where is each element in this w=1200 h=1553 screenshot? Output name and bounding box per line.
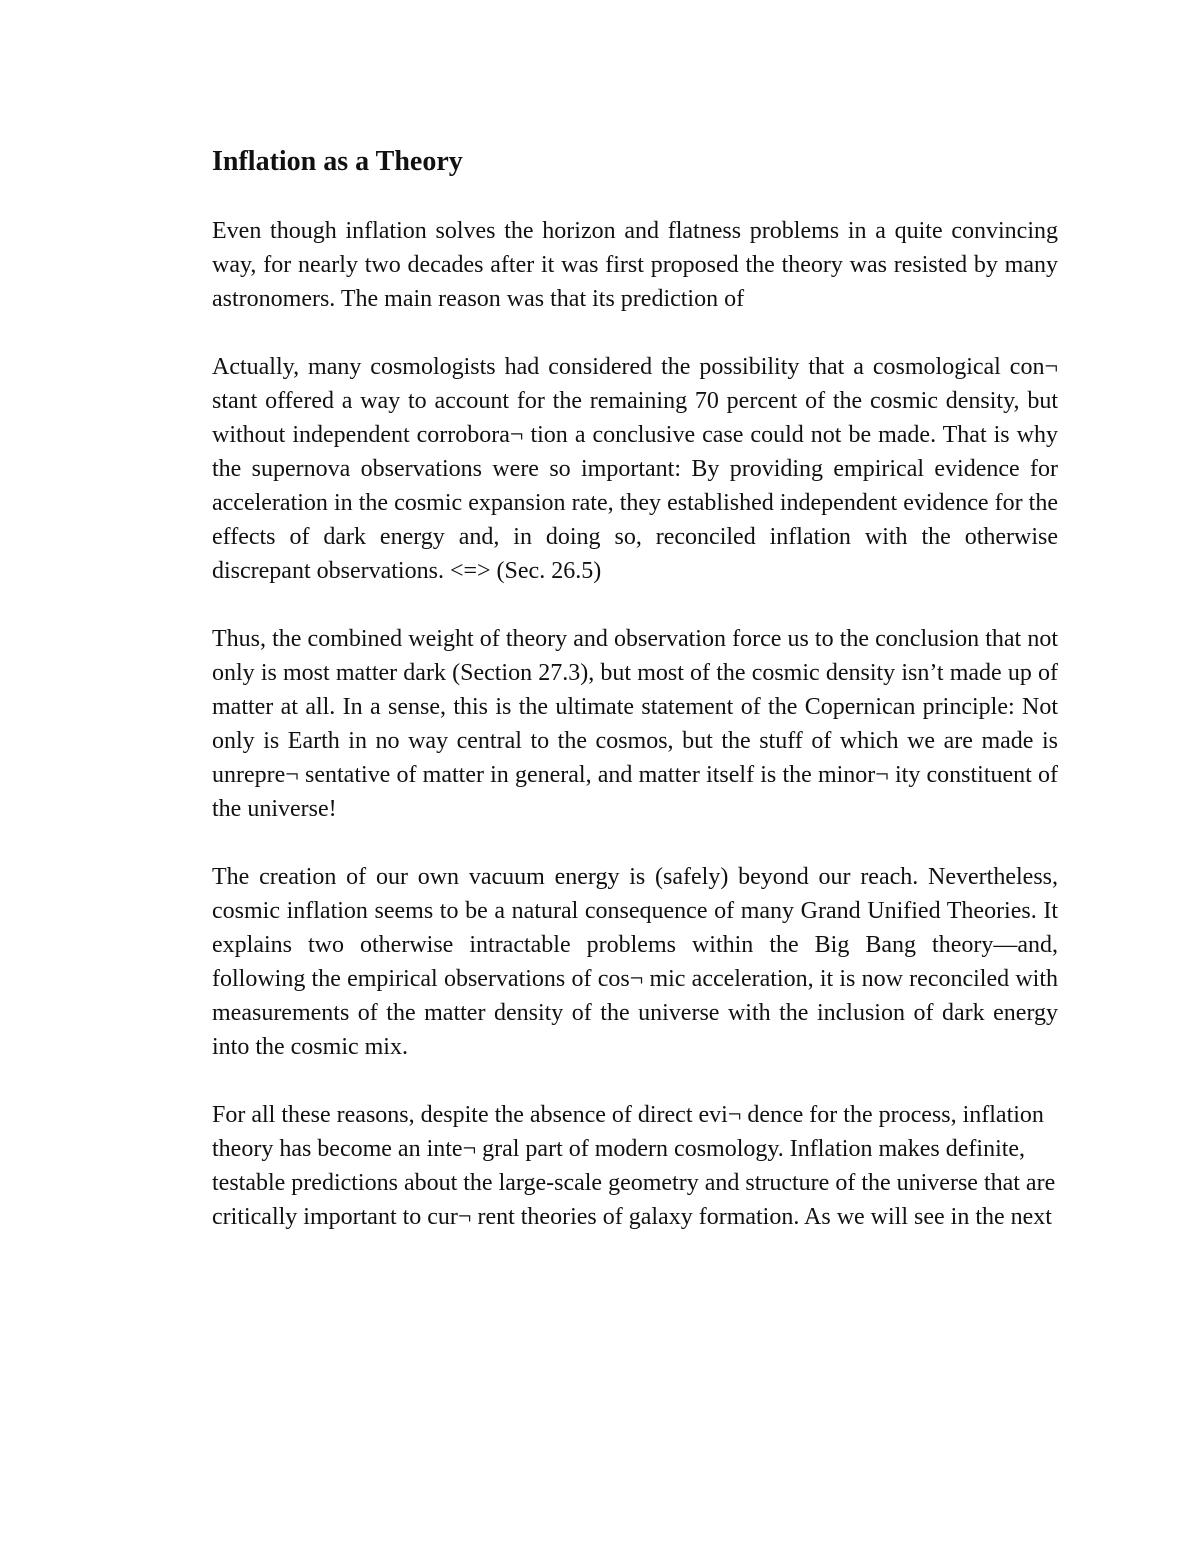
paragraph-5: For all these reasons, despite the absence of direct evi¬ dence for the process, inflation theory has become an inte¬ gral part of modern cosmology. Inflation makes definite, testable predictions about the large-scale geometry and structure of the universe that are critically important to cur¬ rent theories of galaxy formation. As we will see in the next (212, 1102, 1056, 1230)
paragraph-3: Thus, the combined weight of theory and observation force us to the conclusion that not only is most matter dark (Section 27.3), but most of the cosmic density isn’t made up of matter at all. In a sense, this is the ultimate statement of the Copernican principle: Not only is Earth in no way central to the cosmos, but the stuff of which we are made is unrepre¬ sentative of matter in general, and matter itself is the minor¬ ity constituent of the universe! (212, 626, 1058, 822)
paragraph-4: The creation of our own vacuum energy is (safely) beyond our reach. Nevertheless, cosmic inflation seems to be a natural consequence of many Grand Unified Theories. It explains two otherwise intractable problems within the Big Bang theory—and, following the empirical observations of cos¬ mic acceleration, it is now reconciled with measurements of the matter density of the universe with the inclusion of dark energy into the cosmic mix. (212, 864, 1058, 1060)
page-title: Inflation as a Theory (212, 146, 463, 177)
paragraph-1: Even though inflation solves the horizon and flatness problems in a quite convincing way, for nearly two decades after it was first proposed the theory was resisted by many astronomers. The main reason was that its prediction of (212, 218, 1058, 312)
paragraph-2: Actually, many cosmologists had considered the possibility that a cosmological con¬ stant offered a way to account for the remaining 70 percent of the cosmic density, but without independent corrobora¬ tion a conclusive case could not be made. That is why the supernova observations were so important: By providing empirical evidence for acceleration in the cosmic expansion rate, they established independent evidence for the effects of dark energy and, in doing so, reconciled inflation with the otherwise discrepant observations. <=> (Sec. 26.5) (212, 354, 1058, 584)
document-page (212, 140, 1058, 1268)
